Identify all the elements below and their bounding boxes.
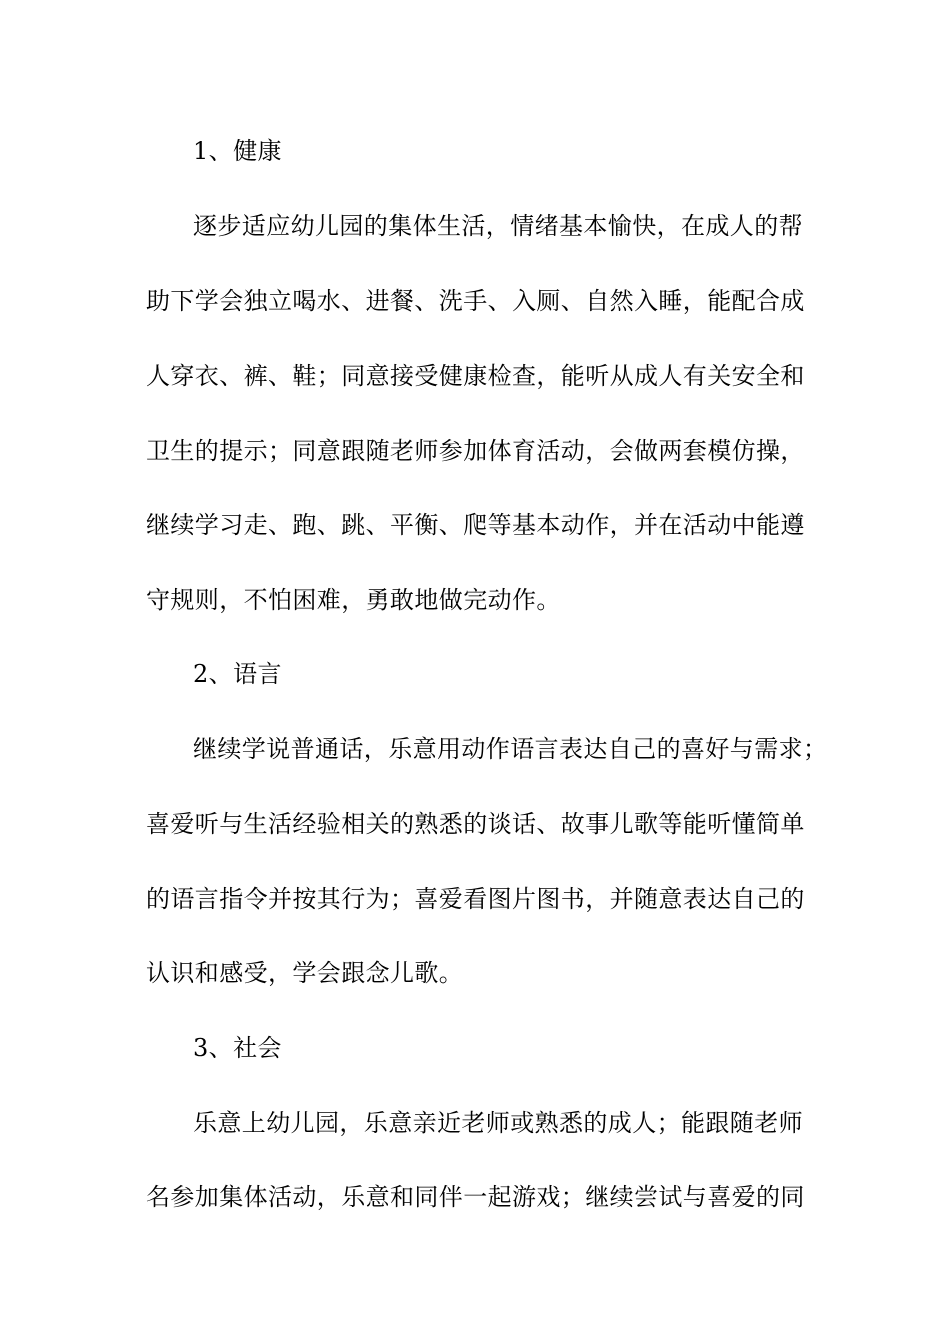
paragraph-line: 逐步适应幼儿园的集体生活，情绪基本愉快，在成人的帮 xyxy=(193,212,803,240)
paragraph-line: 的语言指令并按其行为；喜爱看图片图书，并随意表达自己的 xyxy=(146,885,805,913)
section-heading-health: 1、健康 xyxy=(193,137,282,165)
paragraph-line: 卫生的提示；同意跟随老师参加体育活动，会做两套模仿操， xyxy=(146,437,805,465)
section-heading-language: 2、语言 xyxy=(193,660,282,688)
paragraph-line: 守规则，不怕困难，勇敢地做完动作。 xyxy=(146,586,561,614)
paragraph-line: 助下学会独立喝水、进餐、洗手、入厕、自然入睡，能配合成 xyxy=(146,287,805,315)
section-heading-society: 3、社会 xyxy=(193,1034,282,1062)
paragraph-line: 继续学习走、跑、跳、平衡、爬等基本动作，并在活动中能遵 xyxy=(146,511,805,539)
paragraph-line: 人穿衣、裤、鞋；同意接受健康检查，能听从成人有关安全和 xyxy=(146,362,805,390)
paragraph-line: 乐意上幼儿园，乐意亲近老师或熟悉的成人；能跟随老师 xyxy=(193,1109,803,1137)
paragraph-line: 名参加集体活动，乐意和同伴一起游戏；继续尝试与喜爱的同 xyxy=(146,1183,805,1211)
paragraph-line: 继续学说普通话，乐意用动作语言表达自己的喜好与需求； xyxy=(193,735,828,763)
paragraph-line: 喜爱听与生活经验相关的熟悉的谈话、故事儿歌等能听懂简单 xyxy=(146,810,805,838)
paragraph-line: 认识和感受，学会跟念儿歌。 xyxy=(146,959,464,987)
